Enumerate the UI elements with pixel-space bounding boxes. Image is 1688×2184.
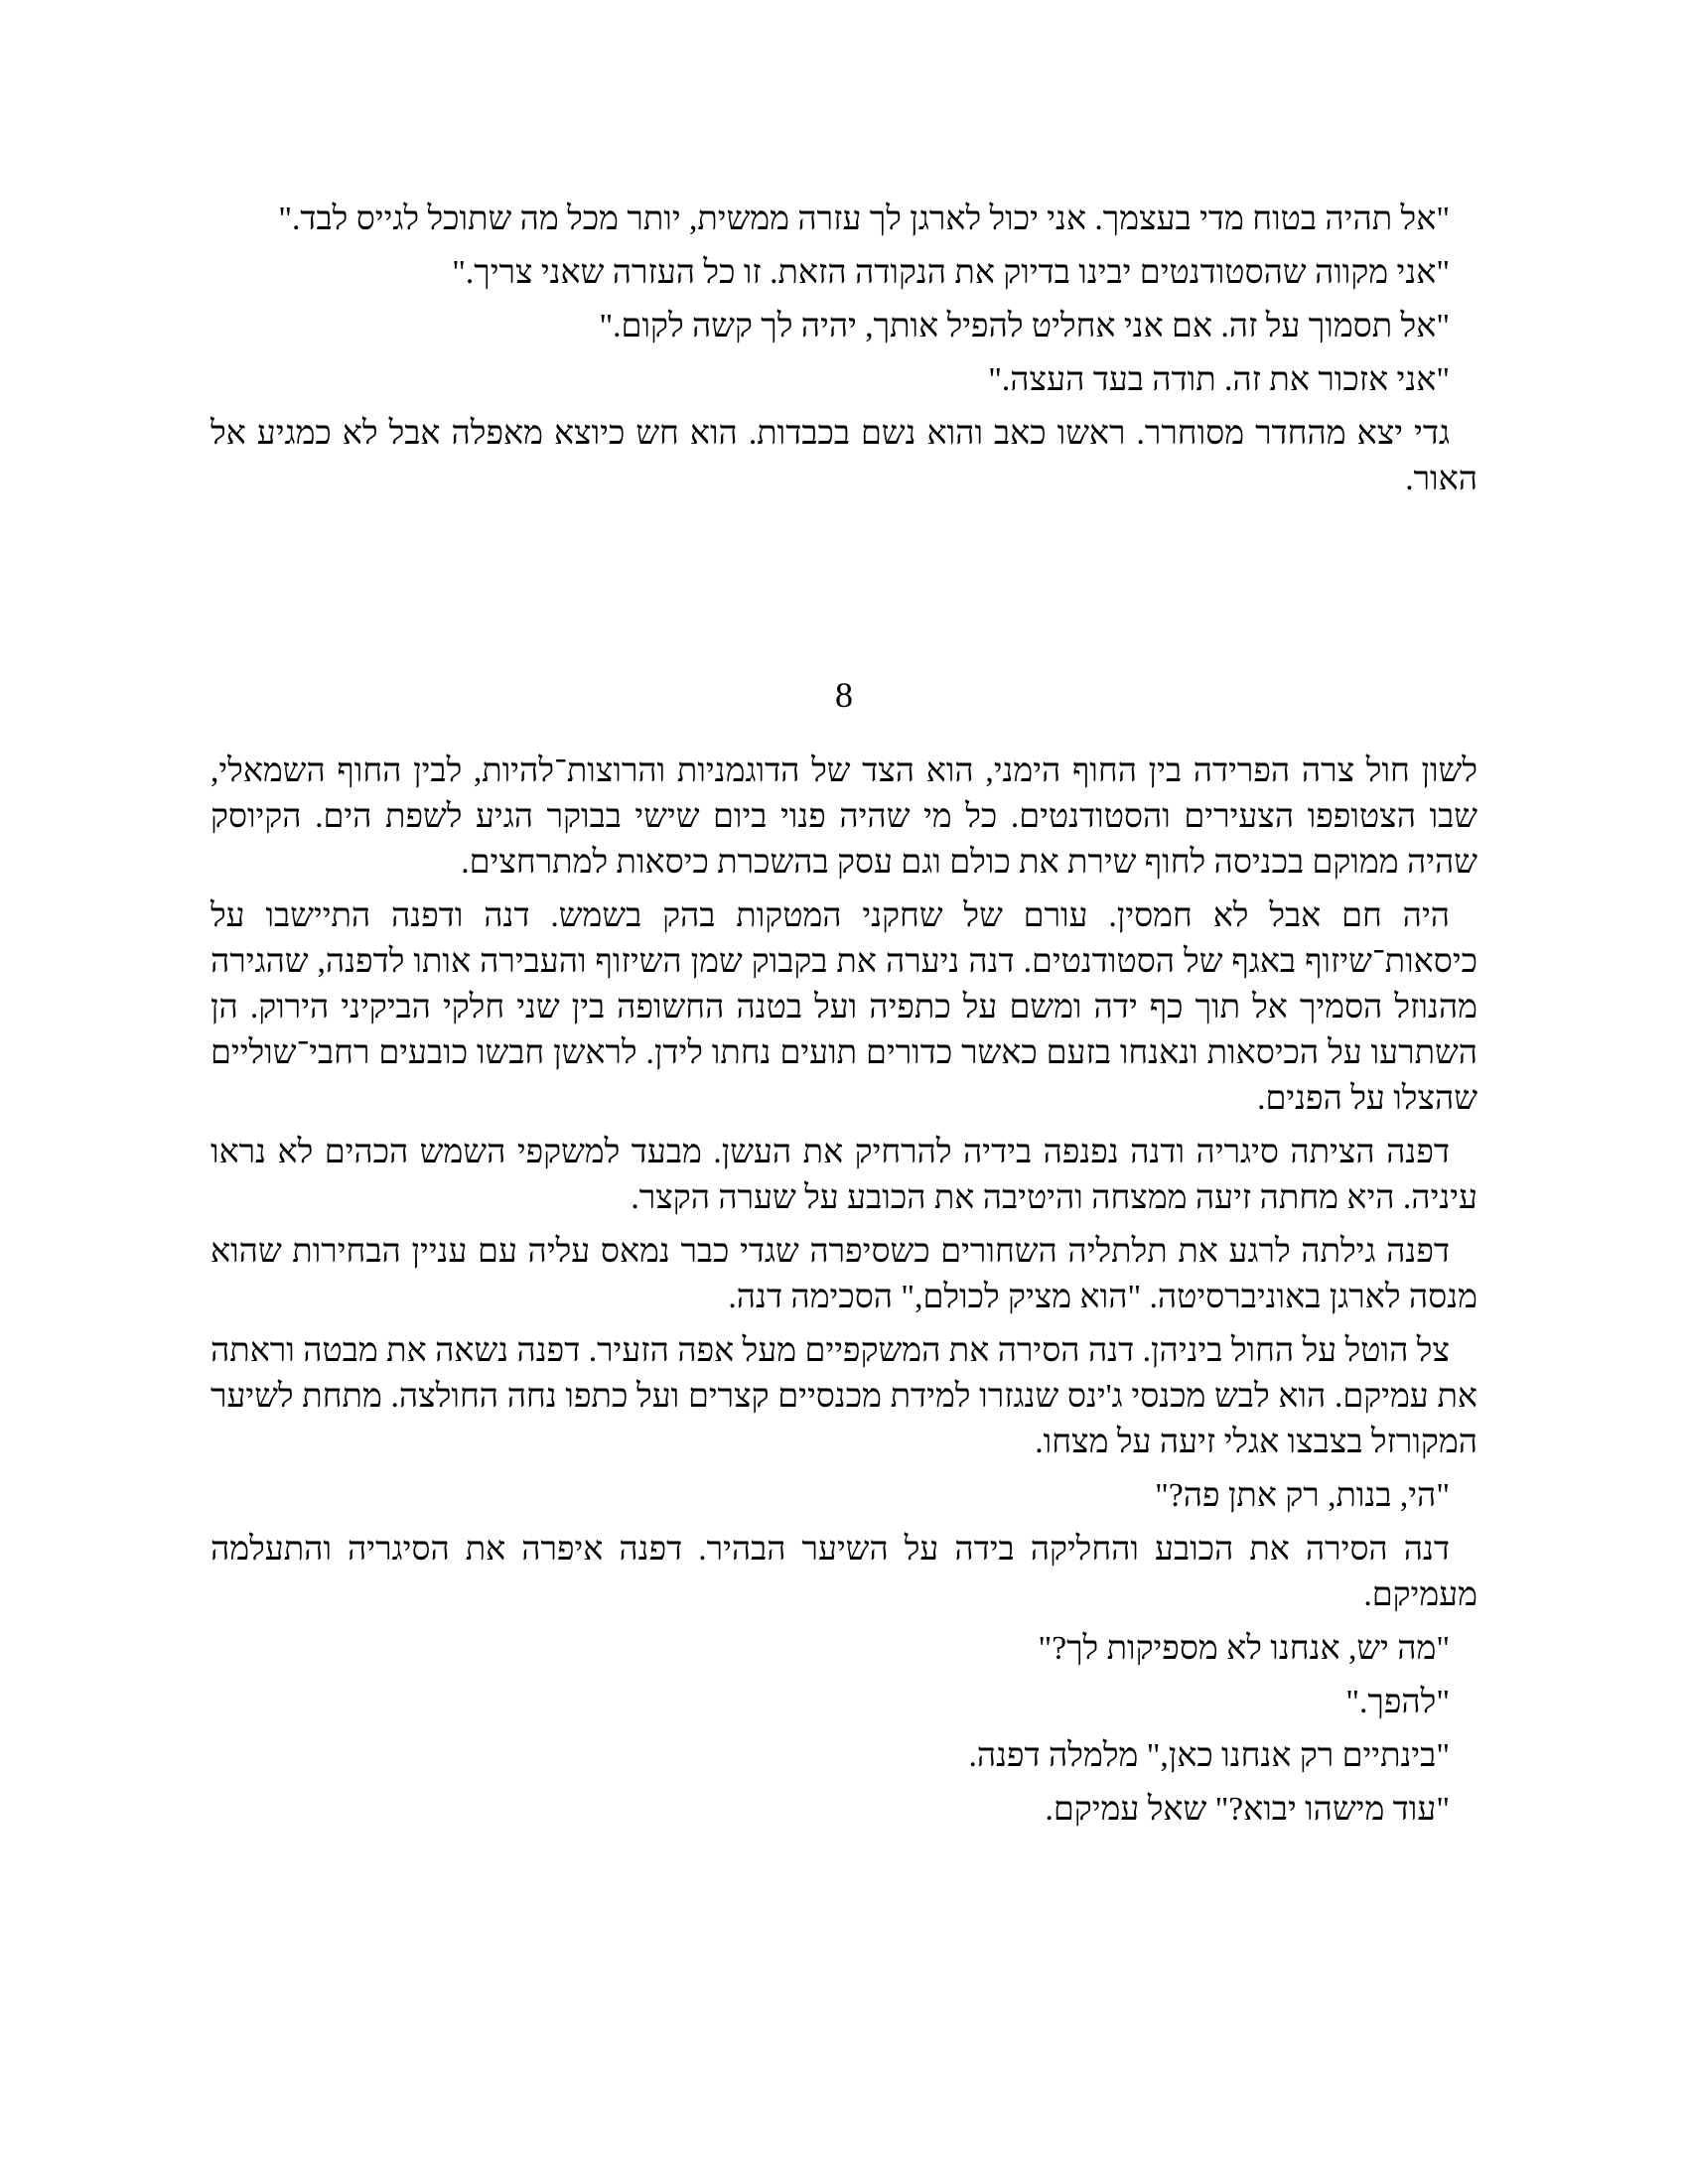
paragraph: דפנה גילתה לרגע את תלתליה השחורים כשסיפרה שגדי כבר נמאס עליה עם עניין הבחירות שהוא מנסה לארגן באוניברסיטה. "הוא מציק לכולם," הסכימה דנה. (211, 1233, 1477, 1315)
paragraph: "מה יש, אנחנו לא מספיקות לך?" (1038, 1630, 1450, 1667)
paragraph: לשון חול צרה הפרידה בין החוף הימני, הוא הצד של הדוגמניות והרוצות־להיות, לבין החוף השמאלי, שבו הצטופפו הצעירים והסטודנטים. כל מי שהיה פנוי ביום שישי בבוקר הגיע לשפת הים. הקיוסק שהיה ממוקם בכניסה לחוף שירת את כולם וגם עסק בהשכרת כיסאות למתרחצים. (211, 752, 1477, 881)
paragraph: גדי יצא מהחדר מסוחרר. ראשו כאב והוא נשם בכבדות. הוא חש כיוצא מאפלה אבל לא כמגיע אל האור. (211, 415, 1477, 497)
paragraph: "עוד מישהו יבוא?" שאל עמיקם. (1045, 1791, 1450, 1828)
paragraph: "אל תהיה בטוח מדי בעצמך. אני יכול לארגן לך עזרה ממשית, יותר מכל מה שתוכל לגייס לבד." (278, 201, 1450, 237)
paragraph: דנה הסירה את הכובע והחליקה בידה על השיער הבהיר. דפנה איפרה את הסיגריה והתעלמה מעמיקם. (211, 1531, 1477, 1613)
paragraph: "הי, בנות, רק אתן פה?" (1155, 1477, 1450, 1514)
paragraph: דפנה הציתה סיגריה ודנה נפנפה בידיה להרחיק את העשן. מבעד למשקפי השמש הכהים לא נראו עיניה. היא מחתה זיעה ממצחה והיטיבה את הכובע על שערה הקצר. (211, 1134, 1477, 1216)
chapter-body (211, 749, 1477, 1841)
paragraph: "אל תסמוך על זה. אם אני אחליט להפיל אותך, יהיה לך קשה לקום." (599, 308, 1450, 344)
paragraph: צל הוטל על החול ביניהן. דנה הסירה את המשקפיים מעל אפה הזעיר. דפנה נשאה את מבטה וראתה את עמיקם. הוא לבש מכנסי ג'ינס שנגזרו למידת מכנסיים קצרים ועל כתפו נחה החולצה. מתחת לשיער המקורזל בצבצו אגלי זיעה על מצחו. (211, 1332, 1477, 1460)
dialogue-section (211, 197, 1477, 510)
paragraph: "בינתיים רק אנחנו כאן," מלמלה דפנה. (968, 1737, 1450, 1774)
paragraph: היה חם אבל לא חמסין. עורם של שחקני המטקות בהק בשמש. דנה ודפנה התיישבו על כיסאות־שיזוף באגף של הסטודנטים. דנה ניערה את בקבוק שמן השיזוף והעבירה אותו לדפנה, שהגירה מהנוזל הסמיך אל תוך כף ידה ומשם על כתפיה ועל בטנה החשופה בין שני חלקי הביקיני הירוק. הן השתרעו על הכיסאות ונאנחו בזעם כאשר כדורים תועים נחתו לידן. לראשן חבשו כובעים רחבי־שוליים שהצלו על הפנים. (211, 897, 1477, 1117)
paragraph: "אני מקווה שהסטודנטים יבינו בדיוק את הנקודה הזאת. זו כל העזרה שאני צריך." (452, 254, 1450, 291)
paragraph: "אני אזכור את זה. תודה בעד העצה." (988, 361, 1450, 398)
chapter-number: 8 (835, 675, 853, 715)
paragraph: "להפך." (1345, 1684, 1450, 1720)
